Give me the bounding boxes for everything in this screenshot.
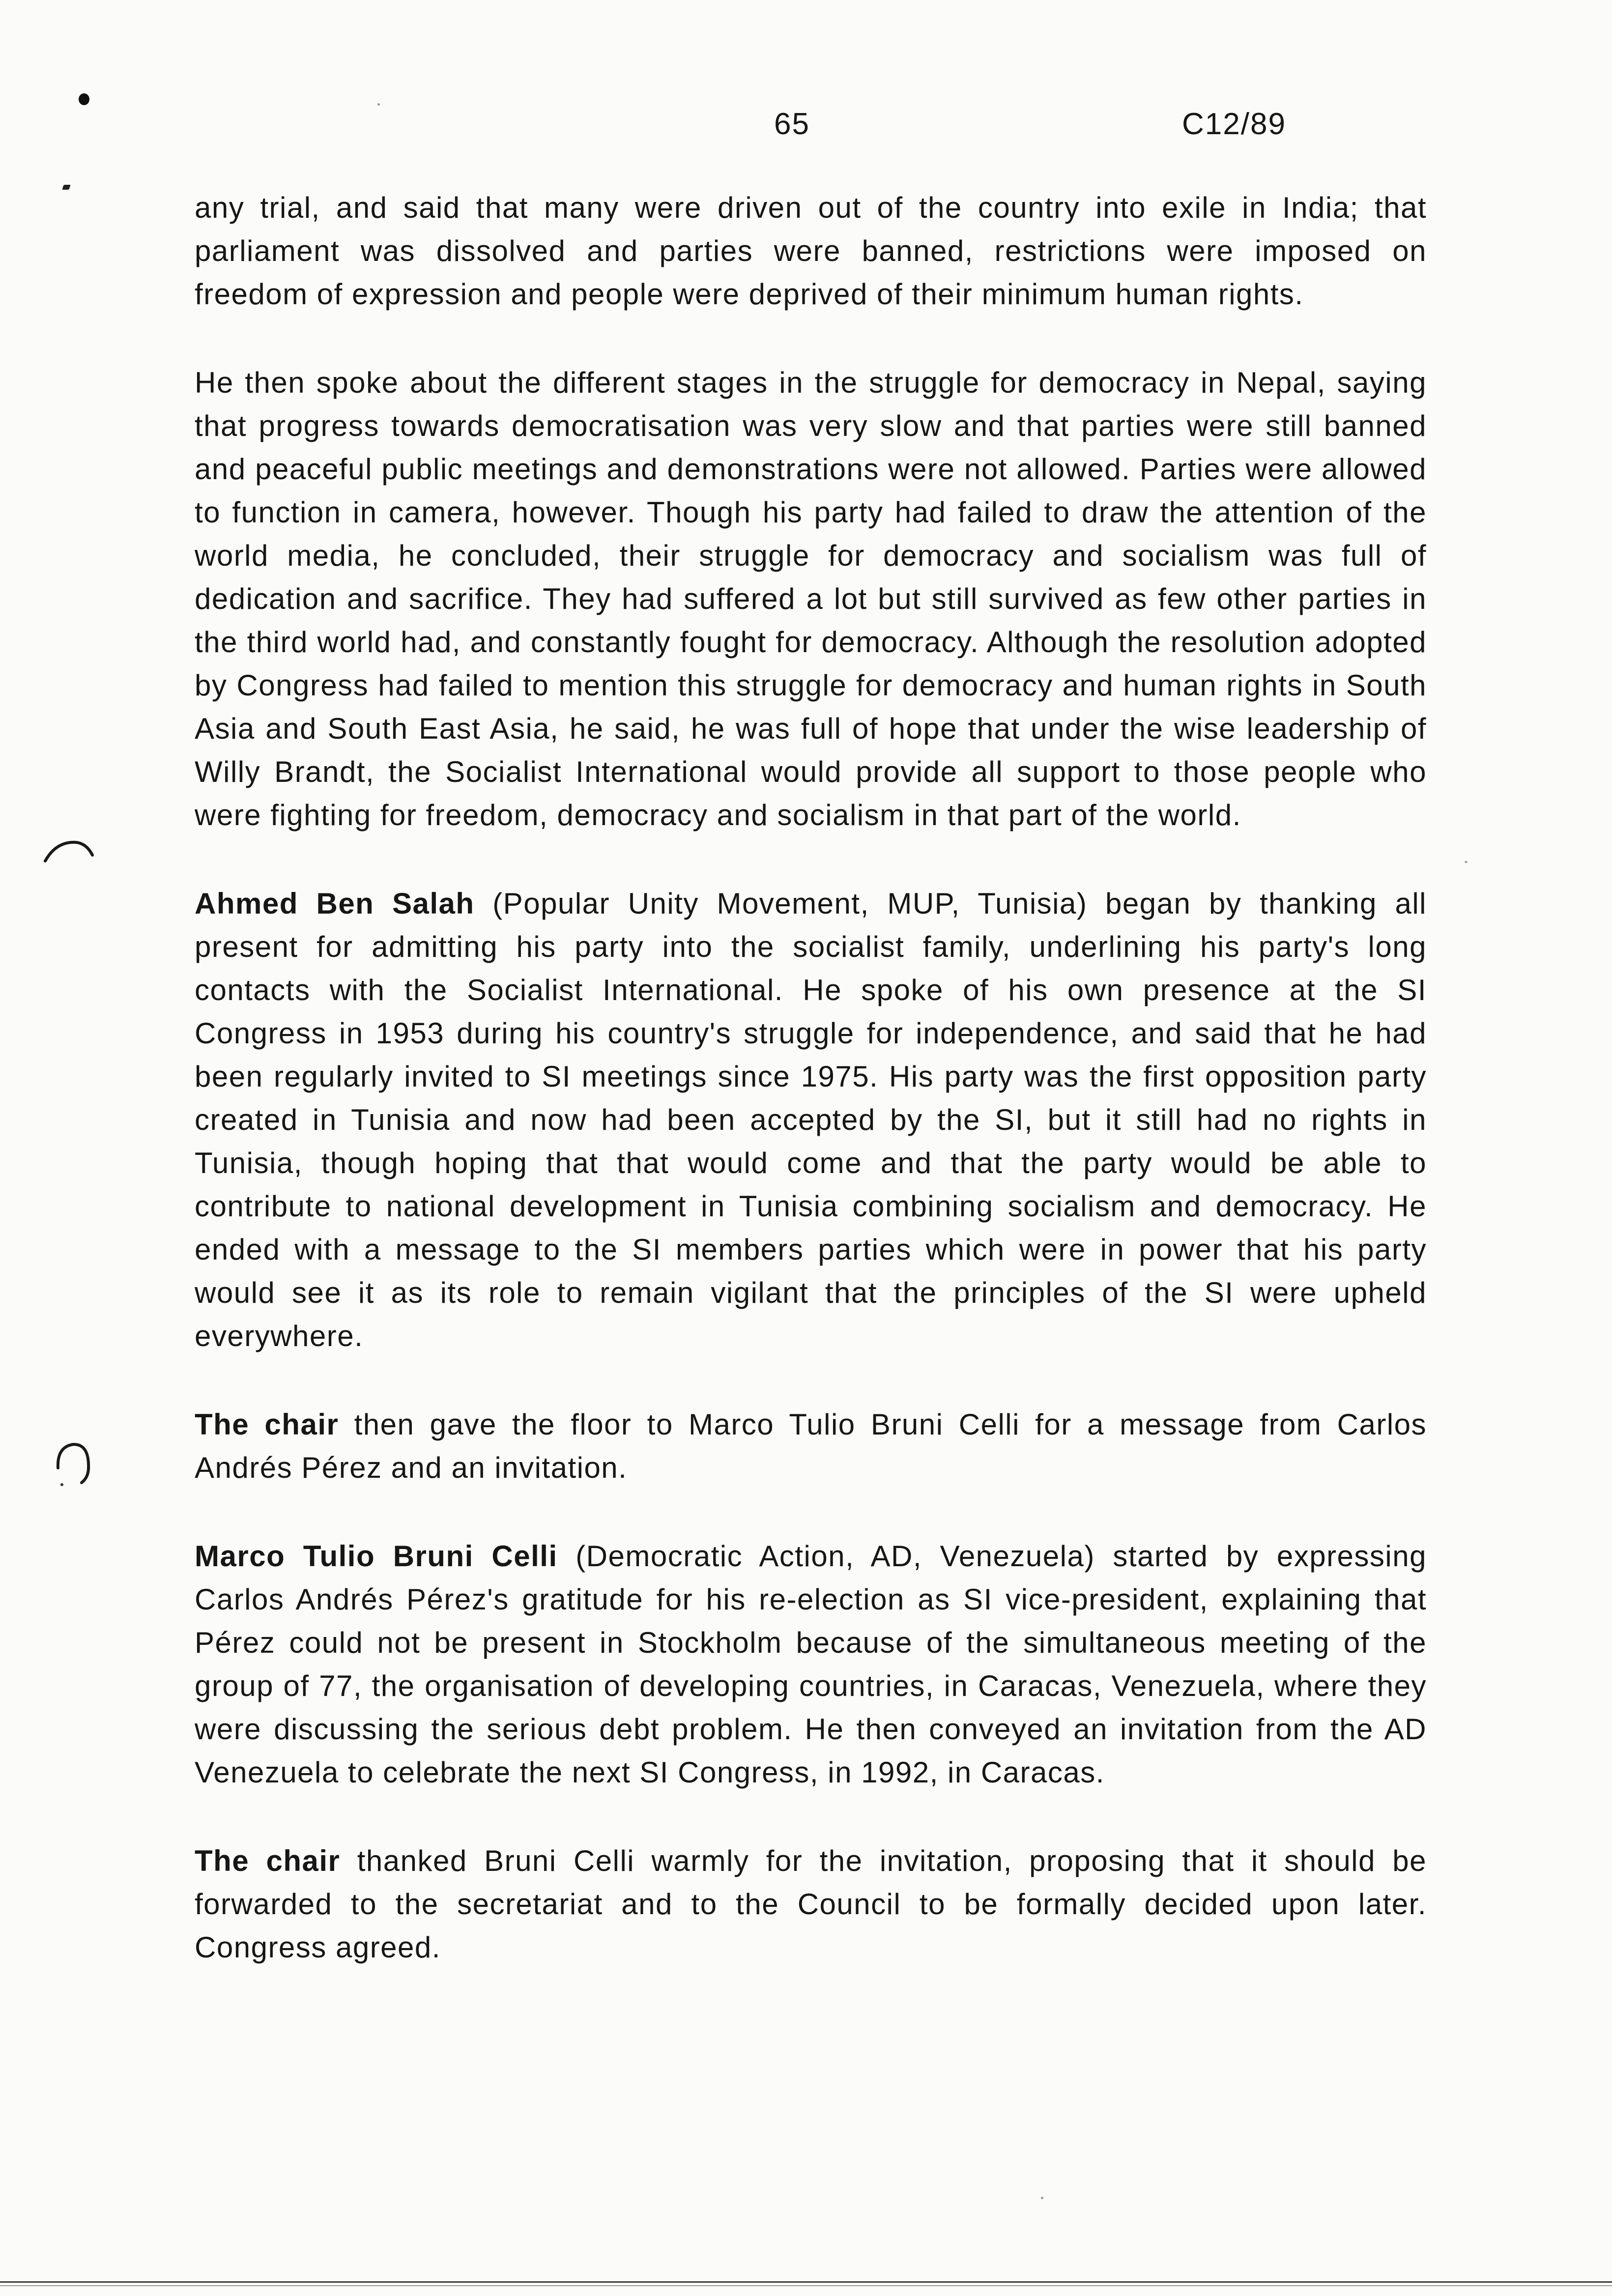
page-bottom-rule-shadow (0, 2285, 1612, 2286)
paragraph (195, 1403, 1427, 1490)
paragraph-text: thanked Bruni Celli warmly for the invitation, proposing that it should be forwarded to the secretariat and to the Council to be formally decided upon later. Congress agreed. (195, 1844, 1427, 1964)
paragraph (195, 1839, 1427, 1969)
paragraph-text: He then spoke about the different stages in the struggle for democracy in Nepal, saying that progress towards democratisation was very slow and that parties were still banned and peaceful public meetings and demonstrations were not allowed. Parties were allowed to function in camera, however. Though his party had failed to draw the attention of the world media, he concluded, their struggle for democracy and socialism was full of dedication and sacrifice. They had suffered a lot but still survived as few other parties in the third world had, and constantly fought for democracy. Although the resolution adopted by Congress had failed to mention this struggle for democracy and human rights in South Asia and South East Asia, he said, he was full of hope that under the wise leadership of Willy Brandt, the Socialist International would provide all support to those people who were fighting for freedom, democracy and socialism in that part of the world. (195, 366, 1427, 832)
scan-speck (1465, 861, 1468, 863)
paragraph-text: (Popular Unity Movement, MUP, Tunisia) began by thanking all present for admitting his party into the socialist family, underlining his party's long contacts with the Socialist International. He spoke of his own presence at the SI Congress in 1953 during his country's struggle for independence, and said that he had been regularly invited to SI meetings since 1975. His party was the first opposition party created in Tunisia and now had been accepted by the SI, but it still had no rights in Tunisia, though hoping that that would come and that the party would be able to contribute to national development in Tunisia combining socialism and democracy. He ended with a message to the SI members parties which were in power that his party would see it as its role to remain vigilant that the principles of the SI were upheld everywhere. (195, 887, 1427, 1352)
speaker-name: Ahmed Ben Salah (195, 887, 475, 920)
paragraph-text: any trial, and said that many were driven out of the country into exile in India; that parliament was dissolved and parties were banned, restrictions were imposed on freedom of expression and people were deprived of their minimum human rights. (195, 191, 1427, 311)
scan-speck (377, 103, 380, 106)
paragraph-text: (Democratic Action, AD, Venezuela) started by expressing Carlos Andrés Pérez's gratitude for his re-election as SI vice-president, explaining that Pérez could not be present in Stockholm because of the simultaneous meeting of the group of 77, the organisation of developing countries, in Caracas, Venezuela, where they were discussing the serious debt problem. He then conveyed an invitation from the AD Venezuela to celebrate the next SI Congress, in 1992, in Caracas. (195, 1540, 1427, 1789)
document-code: C12/89 (1182, 107, 1286, 141)
scan-tick-mark (62, 185, 71, 190)
paragraph-text: then gave the floor to Marco Tulio Bruni Celli for a message from Carlos Andrés Pérez and an invitation. (195, 1408, 1427, 1484)
document-body (195, 186, 1427, 1969)
speaker-name: Marco Tulio Bruni Celli (195, 1540, 558, 1573)
paragraph (195, 186, 1427, 316)
speaker-name: The chair (195, 1408, 339, 1441)
scan-dot-mark (79, 93, 89, 105)
paragraph (195, 882, 1427, 1358)
paragraph (195, 361, 1427, 837)
paragraph (195, 1535, 1427, 1794)
scan-speck (1041, 2197, 1043, 2199)
hole-punch-arc-upper (41, 835, 95, 870)
hole-punch-arc-lower (51, 1437, 95, 1492)
page-number: 65 (774, 107, 810, 141)
page-bottom-rule (0, 2281, 1612, 2283)
speaker-name: The chair (195, 1844, 341, 1877)
